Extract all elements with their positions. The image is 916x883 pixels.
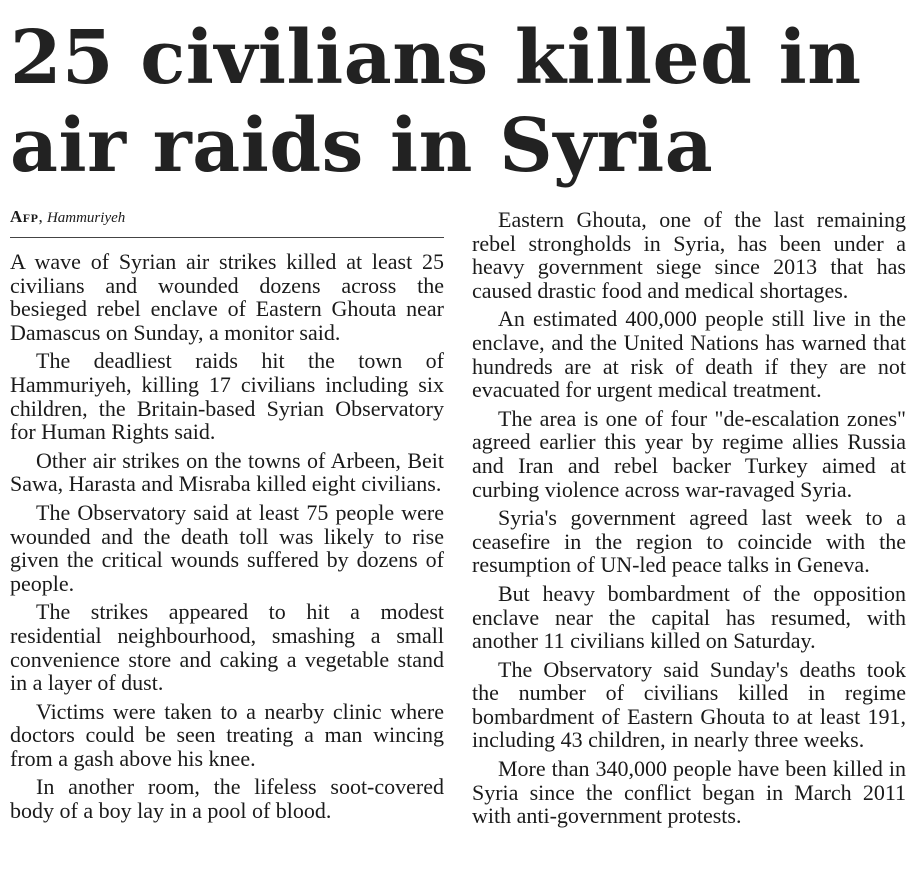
paragraph: Victims were taken to a nearby clinic where doctors could be seen treating a man wincing from a gash above his knee. — [10, 698, 444, 771]
byline — [10, 206, 444, 238]
headline-line-2: air raids in Syria — [10, 103, 714, 189]
paragraph: The strikes appeared to hit a modest residential neighbourhood, smashing a small convenience store and caking a vegetable stand in a layer of dust. — [10, 599, 444, 696]
paragraph: The deadliest raids hit the town of Hammuriyeh, killing 17 civilians including six children, the Britain-based Syrian Observatory for Human Rights said. — [10, 348, 444, 445]
paragraph: A wave of Syrian air strikes killed at least 25 civilians and wounded dozens across the besieged rebel enclave of Eastern Ghouta near Damascus on Sunday, a monitor said. — [10, 249, 444, 345]
byline-separator: , — [38, 207, 43, 226]
paragraph: An estimated 400,000 people still live in the enclave, and the United Nations has warned that hundreds are at risk of death if they are not evacuated for urgent medical treatment. — [472, 306, 906, 403]
paragraph: The area is one of four "de-escalation zones" agreed earlier this year by regime allies Russia and Iran and rebel backer Turkey aimed at curbing violence across war-ravaged Syria. — [472, 405, 906, 502]
paragraph: The Observatory said Sunday's deaths took the number of civilians killed in regime bombardment of Eastern Ghouta to at least 191, including 43 children, in nearly three weeks. — [472, 656, 906, 753]
headline-line-1: 25 civilians killed in — [10, 15, 862, 101]
byline-agency: Afp — [10, 207, 39, 226]
byline-place: Hammuriyeh — [46, 210, 126, 226]
paragraph: Eastern Ghouta, one of the last remaining rebel strongholds in Syria, has been under a heavy government siege since 2013 that has caused drastic food and medical shortages. — [472, 207, 906, 303]
paragraph: Syria's government agreed last week to a ceasefire in the region to coincide with the resumption of UN-led peace talks in Geneva. — [472, 505, 906, 578]
paragraph: More than 340,000 people have been killed in Syria since the conflict began in March 2011 with anti-government protests. — [472, 756, 906, 829]
paragraph: But heavy bombardment of the opposition enclave near the capital has resumed, with another 11 civilians killed on Saturday. — [472, 580, 906, 654]
paragraph: Other air strikes on the towns of Arbeen, Beit Sawa, Harasta and Misraba killed eight civilians. — [10, 447, 444, 497]
article-column-right — [472, 208, 906, 833]
headline — [10, 14, 906, 190]
article-column-left — [10, 206, 444, 828]
paragraph: In another room, the lifeless soot-covered body of a boy lay in a pool of blood. — [10, 774, 444, 824]
paragraph: The Observatory said at least 75 people were wounded and the death toll was likely to rise given the critical wounds suffered by dozens of people. — [10, 499, 444, 596]
